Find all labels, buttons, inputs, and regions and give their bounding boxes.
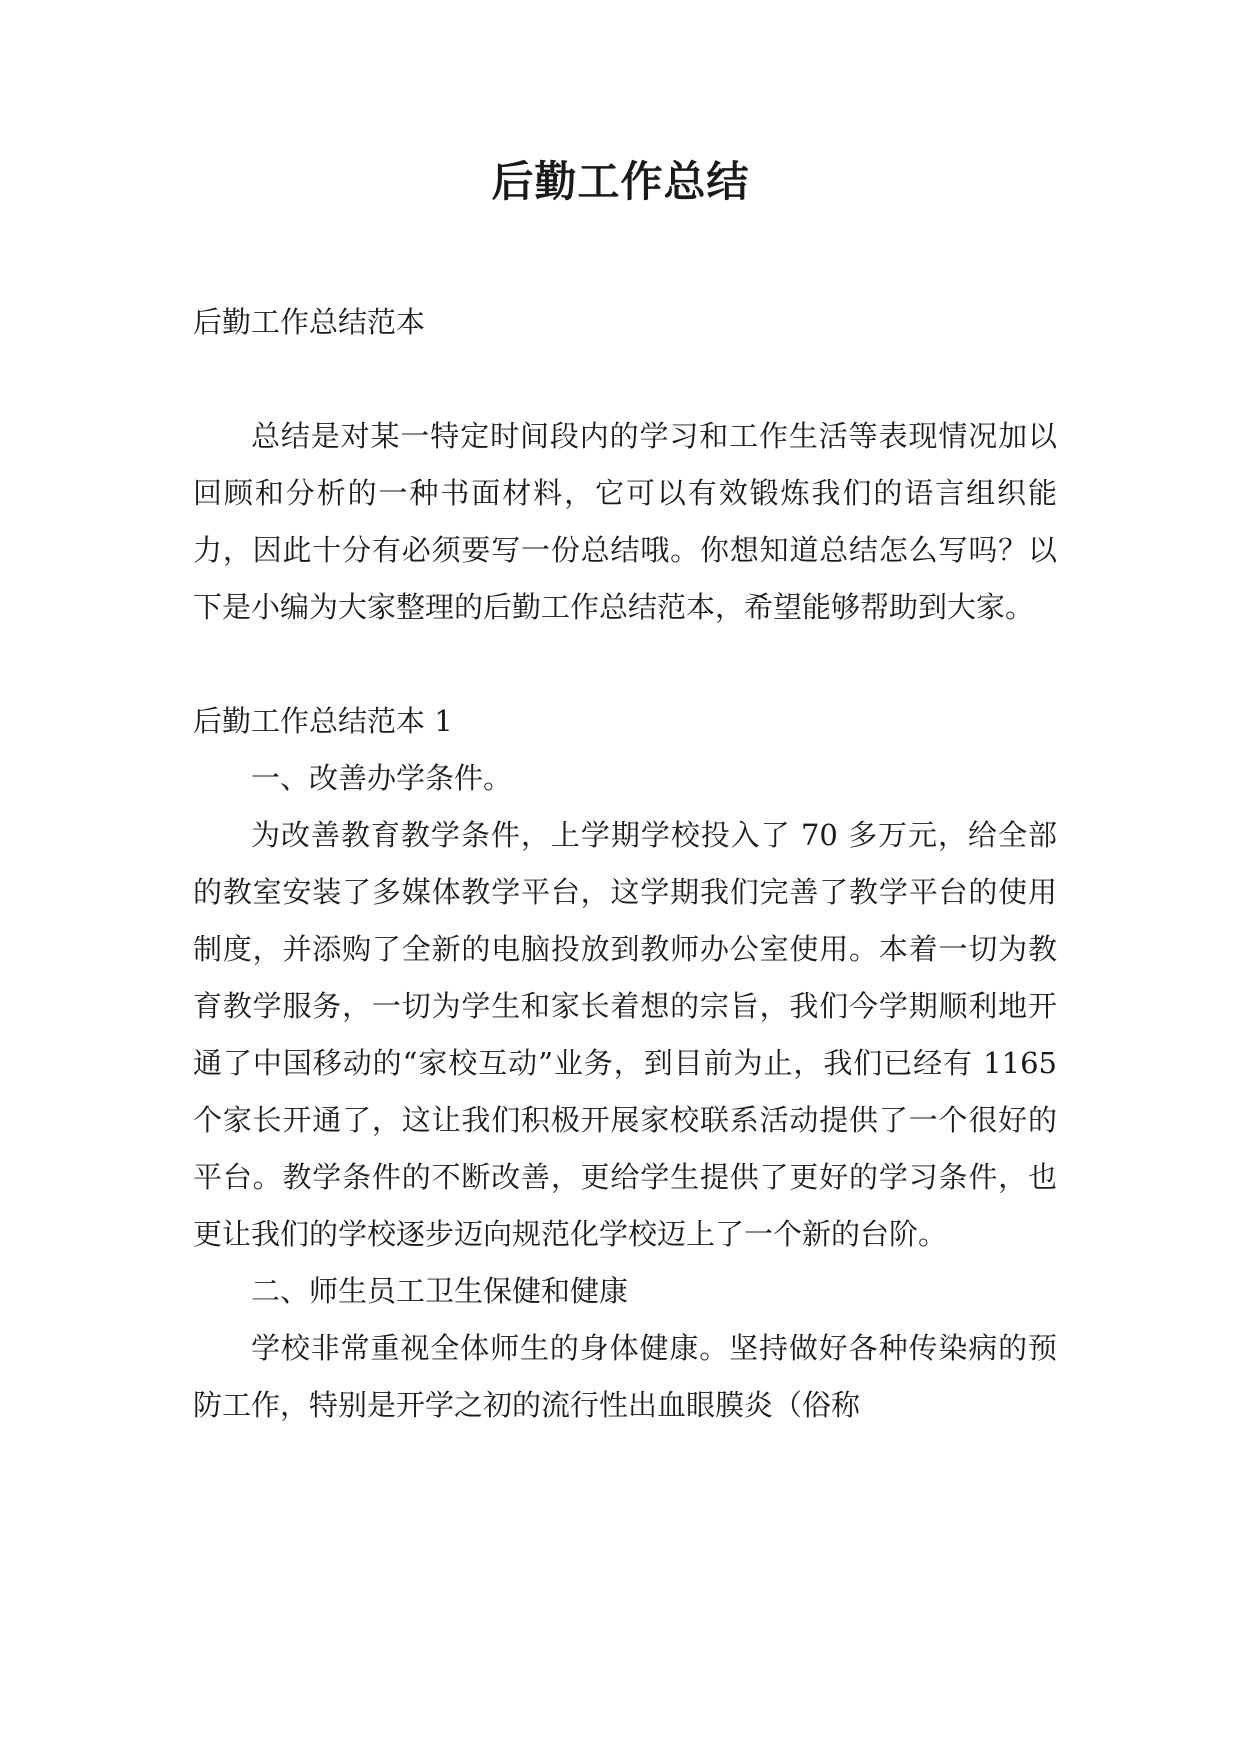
- section-title: 后勤工作总结范本 1: [193, 704, 453, 738]
- body-paragraph-2: 学校非常重视全体师生的身体健康。坚持做好各种传染病的预防工作，特别是开学之初的流行性出血眼膜炎（俗称: [193, 1331, 1057, 1422]
- section-heading-2: 二、师生员工卫生保健和健康: [251, 1274, 629, 1308]
- blank-line: [193, 636, 1057, 693]
- document-title: 后勤工作总结: [491, 157, 750, 206]
- intro-paragraph: 总结是对某一特定时间段内的学习和工作生活等表现情况加以回顾和分析的一种书面材料，它可以有效锻炼我们的语言组织能力，因此十分有必须要写一份总结哦。你想知道总结怎么写吗？以下是小编为大家整理的后勤工作总结范本，希望能够帮助到大家。: [193, 419, 1057, 624]
- blank-line: [193, 351, 1057, 408]
- document-body: [193, 294, 1057, 1434]
- section-heading-1: 一、改善办学条件。: [251, 761, 513, 795]
- document-subtitle: 后勤工作总结范本: [193, 305, 426, 339]
- body-paragraph-1: 为改善教育教学条件，上学期学校投入了 70 多万元，给全部的教室安装了多媒体教学平台，这学期我们完善了教学平台的使用制度，并添购了全新的电脑投放到教师办公室使用。本着一切为教育教学服务，一切为学生和家长着想的宗旨，我们今学期顺利地开通了中国移动的“家校互动”业务，到目前为止，我们已经有 1165 个家长开通了，这让我们积极开展家校联系活动提供了一个很好的平台。教学条件的不断改善，更给学生提供了更好的学习条件，也更让我们的学校逐步迈向规范化学校迈上了一个新的台阶。: [193, 818, 1057, 1251]
